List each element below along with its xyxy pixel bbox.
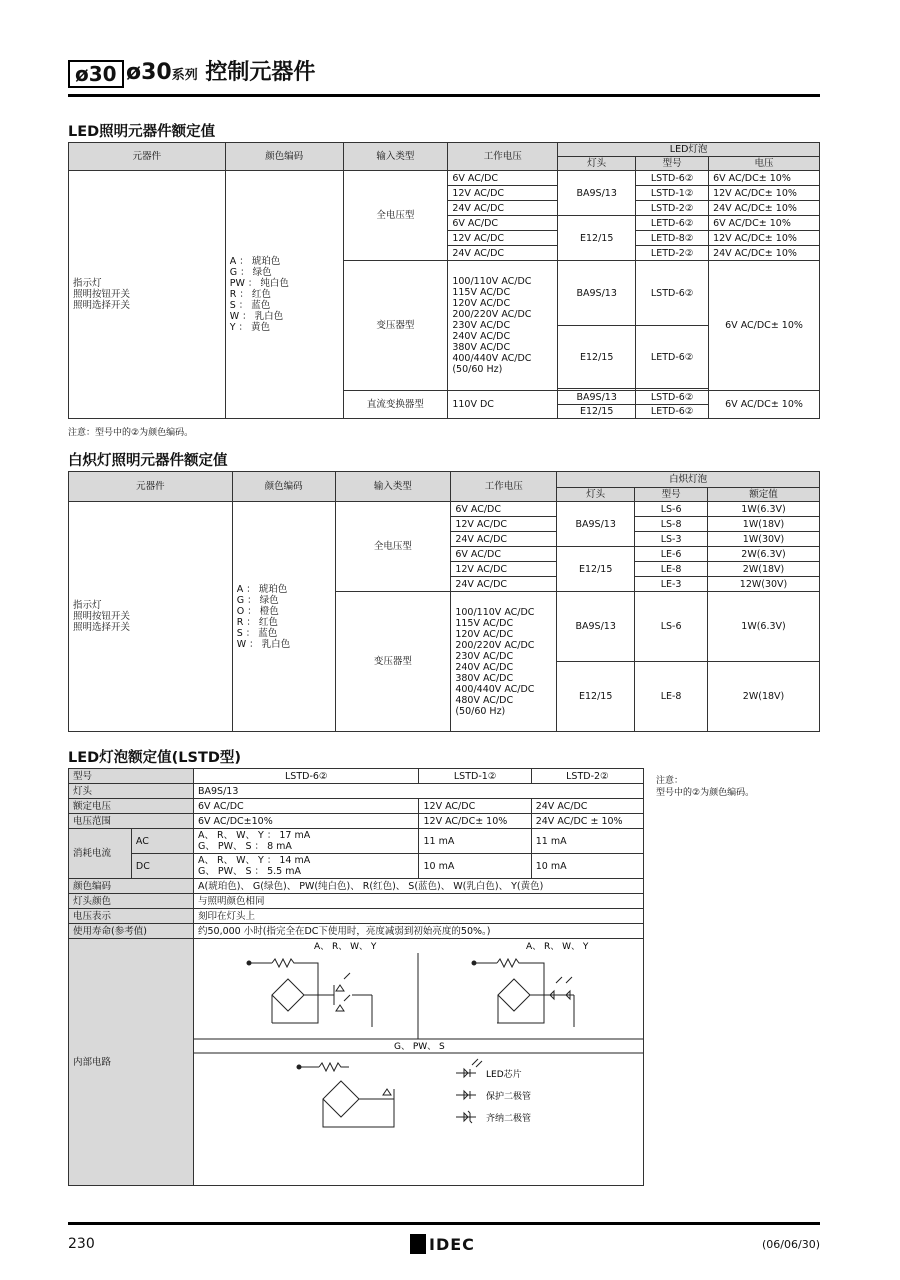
table-cell: 24V AC/DC <box>451 532 557 547</box>
sec1-dc: 直流变换器型 <box>343 391 448 419</box>
table-cell: 12V AC/DC± 10% <box>709 186 820 201</box>
table-cell: LS-6 <box>635 592 708 662</box>
th-color: 颜色编码 <box>232 472 335 502</box>
sec3-title: LED灯泡额定值(LSTD型) <box>68 750 242 766</box>
legend-zener: 齐纳二极管 <box>485 1114 531 1124</box>
table-cell: 6V AC/DC <box>448 171 558 186</box>
table-cell: BA9S/13 <box>557 502 635 547</box>
footer-rule <box>68 1222 820 1225</box>
internal-circuit-cell <box>193 939 643 1186</box>
th-base: 灯头 <box>557 488 635 502</box>
sec2-title: 白炽灯照明元器件额定值 <box>68 453 228 469</box>
sec2-trans-v: 100/110V AC/DC 115V AC/DC 120V AC/DC 200/220V AC/DC 230V AC/DC 240V AC/DC 380V AC/DC 400/440V AC/DC 480V AC/DC (50/60 Hz) <box>451 592 557 732</box>
row-label: 消耗电流 <box>69 829 132 879</box>
table-cell: 10 mA <box>531 854 643 879</box>
sec1-title: LED照明元器件额定值 <box>68 124 216 140</box>
table-cell: LSTD-1② <box>419 769 531 784</box>
logo-text: IDEC <box>429 1234 475 1254</box>
table-cell: LSTD-1② <box>636 186 709 201</box>
table-cell: LSTD-2② <box>636 201 709 216</box>
table-cell: 6V AC/DC <box>448 216 558 231</box>
logo-mark-icon <box>410 1234 426 1254</box>
table-cell: 与照明颜色相同 <box>193 894 643 909</box>
table-cell: E12/15 <box>557 662 635 732</box>
table-cell: BA9S/13 <box>558 261 636 326</box>
table-cell: 12W(30V) <box>708 577 820 592</box>
table-cell: A、 R、 W、 Y ： 14 mA G、 PW、 S ： 5.5 mA <box>193 854 419 879</box>
sec2-colors: A ： 琥珀色 G ： 绿色 O ： 橙色 R ： 红色 S ： 蓝色 W ： 乳白色 <box>232 502 335 732</box>
table-cell: 11 mA <box>531 829 643 854</box>
table-cell: BA9S/13 <box>558 391 636 405</box>
row-label: 电压表示 <box>69 909 194 924</box>
table-cell: 1W(6.3V) <box>708 502 820 517</box>
th-device: 元器件 <box>69 472 233 502</box>
table-cell: 6V AC/DC <box>451 502 557 517</box>
legend-protect: 保护二极管 <box>485 1092 531 1102</box>
table-cell: LETD-2② <box>636 246 709 261</box>
table-cell: 2W(18V) <box>708 662 820 732</box>
table-cell: 12V AC/DC <box>448 231 558 246</box>
sec2-trans: 变压器型 <box>335 592 451 732</box>
table-cell: 12V AC/DC <box>451 562 557 577</box>
sec1-note: 注意：型号中的②为颜色编码。 <box>68 428 194 438</box>
page-number: 230 <box>68 1236 95 1252</box>
table-cell: A、 R、 W、 Y ： 17 mA G、 PW、 S ： 8 mA <box>193 829 419 854</box>
table-cell: LSTD-2② <box>531 769 643 784</box>
th-input: 输入类型 <box>343 143 448 171</box>
table-cell: LS-8 <box>635 517 708 532</box>
table-cell: 24V AC/DC <box>448 246 558 261</box>
sec2-full: 全电压型 <box>335 502 451 592</box>
table-cell: 12V AC/DC <box>419 799 531 814</box>
table-cell: 6V AC/DC± 10% <box>709 391 820 419</box>
print-date: (06/06/30) <box>762 1238 820 1251</box>
table-cell: LE-6 <box>635 547 708 562</box>
sec1-colors: A ： 琥珀色 G ： 绿色 PW ： 纯白色 R ： 红色 S ： 蓝色 W ： 乳白色 Y ： 黄色 <box>225 171 343 419</box>
table-cell: 6V AC/DC±10% <box>193 814 419 829</box>
sec3-note <box>656 775 754 799</box>
table-cell: LSTD-6② <box>193 769 419 784</box>
sec2-device: 指示灯 照明按钮开关 照明选择开关 <box>69 502 233 732</box>
th-color: 颜色编码 <box>225 143 343 171</box>
table-cell: LETD-6② <box>636 405 709 419</box>
page-header <box>68 58 820 94</box>
sec1-trans-v: 100/110V AC/DC 115V AC/DC 120V AC/DC 200/220V AC/DC 230V AC/DC 240V AC/DC 380V AC/DC 400/440V AC/DC (50/60 Hz) <box>448 261 558 391</box>
table-cell: E12/15 <box>558 326 636 389</box>
title-series: 系列 <box>171 68 198 83</box>
table-cell: 24V AC/DC± 10% <box>709 246 820 261</box>
circuit-label-a2: A、 R、 W、 Y <box>525 942 589 952</box>
table-cell: 2W(6.3V) <box>708 547 820 562</box>
table-cell: 6V AC/DC± 10% <box>709 171 820 186</box>
circuit-label-b: G、 PW、 S <box>393 1042 445 1052</box>
table-cell: 6V AC/DC± 10% <box>709 216 820 231</box>
row-label: 电压范围 <box>69 814 194 829</box>
th-volt: 电压 <box>709 157 820 171</box>
row-label: 使用寿命(参考值) <box>69 924 194 939</box>
table-cell: 约50,000 小时(指完全在DC下使用时，亮度减弱到初始亮度的50%。) <box>193 924 643 939</box>
table-cell: BA9S/13 <box>558 171 636 216</box>
table-cell: LETD-6② <box>636 216 709 231</box>
table-cell: 1W(18V) <box>708 517 820 532</box>
table-cell: 12V AC/DC <box>448 186 558 201</box>
table-cell: BA9S/13 <box>557 592 635 662</box>
table-cell: LSTD-6② <box>636 261 709 326</box>
table-cell: LETD-8② <box>636 231 709 246</box>
table-cell: LE-8 <box>635 562 708 577</box>
table-cell: 11 mA <box>419 829 531 854</box>
row-label: 内部电路 <box>69 939 194 1186</box>
table-cell: LS-3 <box>635 532 708 547</box>
table-cell: 24V AC/DC ± 10% <box>531 814 643 829</box>
incandescent-rating-table <box>68 471 820 732</box>
th-base: 灯头 <box>558 157 636 171</box>
legend-led: LED芯片 <box>485 1070 522 1080</box>
th-voltage: 工作电压 <box>448 143 558 171</box>
table-cell: 24V AC/DC <box>451 577 557 592</box>
sec1-full: 全电压型 <box>343 171 448 261</box>
th-voltage: 工作电压 <box>451 472 557 502</box>
row-label: 颜色编码 <box>69 879 194 894</box>
table-cell: 24V AC/DC <box>448 201 558 216</box>
row-label: 灯头 <box>69 784 194 799</box>
row-label: 额定电压 <box>69 799 194 814</box>
table-cell: A(琥珀色)、 G(绿色)、 PW(纯白色)、 R(红色)、 S(蓝色)、 W(乳白色)、 Y(黄色) <box>193 879 643 894</box>
table-cell: LSTD-6② <box>636 171 709 186</box>
table-cell: 1W(30V) <box>708 532 820 547</box>
th-bulb: LED灯泡 <box>558 143 820 157</box>
table-cell: 12V AC/DC± 10% <box>419 814 531 829</box>
th-device: 元器件 <box>69 143 226 171</box>
table-cell: 6V AC/DC <box>451 547 557 562</box>
table-cell: 12V AC/DC <box>451 517 557 532</box>
table-cell: 10 mA <box>419 854 531 879</box>
table-cell: E12/15 <box>558 405 636 419</box>
table-cell: LE-3 <box>635 577 708 592</box>
table-cell: LETD-6② <box>636 326 709 389</box>
table-cell: 6V AC/DC± 10% <box>709 261 820 391</box>
lstd-rating-table <box>68 768 644 1186</box>
circuit-label-a1: A、 R、 W、 Y <box>313 942 377 952</box>
table-cell: 刻印在灯头上 <box>193 909 643 924</box>
row-label: 灯头颜色 <box>69 894 194 909</box>
table-cell: 12V AC/DC± 10% <box>709 231 820 246</box>
th-model: 型号 <box>635 488 708 502</box>
row-label: AC <box>131 829 193 854</box>
led-rating-table <box>68 142 820 419</box>
table-cell: 2W(18V) <box>708 562 820 577</box>
table-cell: E12/15 <box>557 547 635 592</box>
sec3-note-text: 型号中的②为颜色编码。 <box>656 788 755 798</box>
th-input: 输入类型 <box>335 472 451 502</box>
sec1-trans: 变压器型 <box>343 261 448 391</box>
table-cell: LSTD-6② <box>636 391 709 405</box>
sec1-dc-v: 110V DC <box>448 391 558 419</box>
table-cell: LE-8 <box>635 662 708 732</box>
table-cell: BA9S/13 <box>193 784 643 799</box>
row-label: DC <box>131 854 193 879</box>
header-rule <box>68 94 820 97</box>
table-cell: 24V AC/DC± 10% <box>709 201 820 216</box>
table-cell: E12/15 <box>558 216 636 261</box>
table-cell: 1W(6.3V) <box>708 592 820 662</box>
th-model: 型号 <box>636 157 709 171</box>
table-cell: LS-6 <box>635 502 708 517</box>
table-cell: 24V AC/DC <box>531 799 643 814</box>
table-cell: 6V AC/DC <box>193 799 419 814</box>
page-title <box>126 58 315 91</box>
sec1-device: 指示灯 照明按钮开关 照明选择开关 <box>69 171 226 419</box>
title-rest: 控制元器件 <box>205 60 316 85</box>
row-label: 型号 <box>69 769 194 784</box>
header-badge: ø30 <box>68 60 124 88</box>
sec3-note-title: 注意： <box>656 776 684 786</box>
brand-logo <box>410 1234 475 1254</box>
title-main: ø30 <box>126 60 172 85</box>
th-rated: 额定值 <box>708 488 820 502</box>
th-bulb: 白炽灯泡 <box>557 472 820 488</box>
circuit-diagrams <box>194 939 643 1185</box>
